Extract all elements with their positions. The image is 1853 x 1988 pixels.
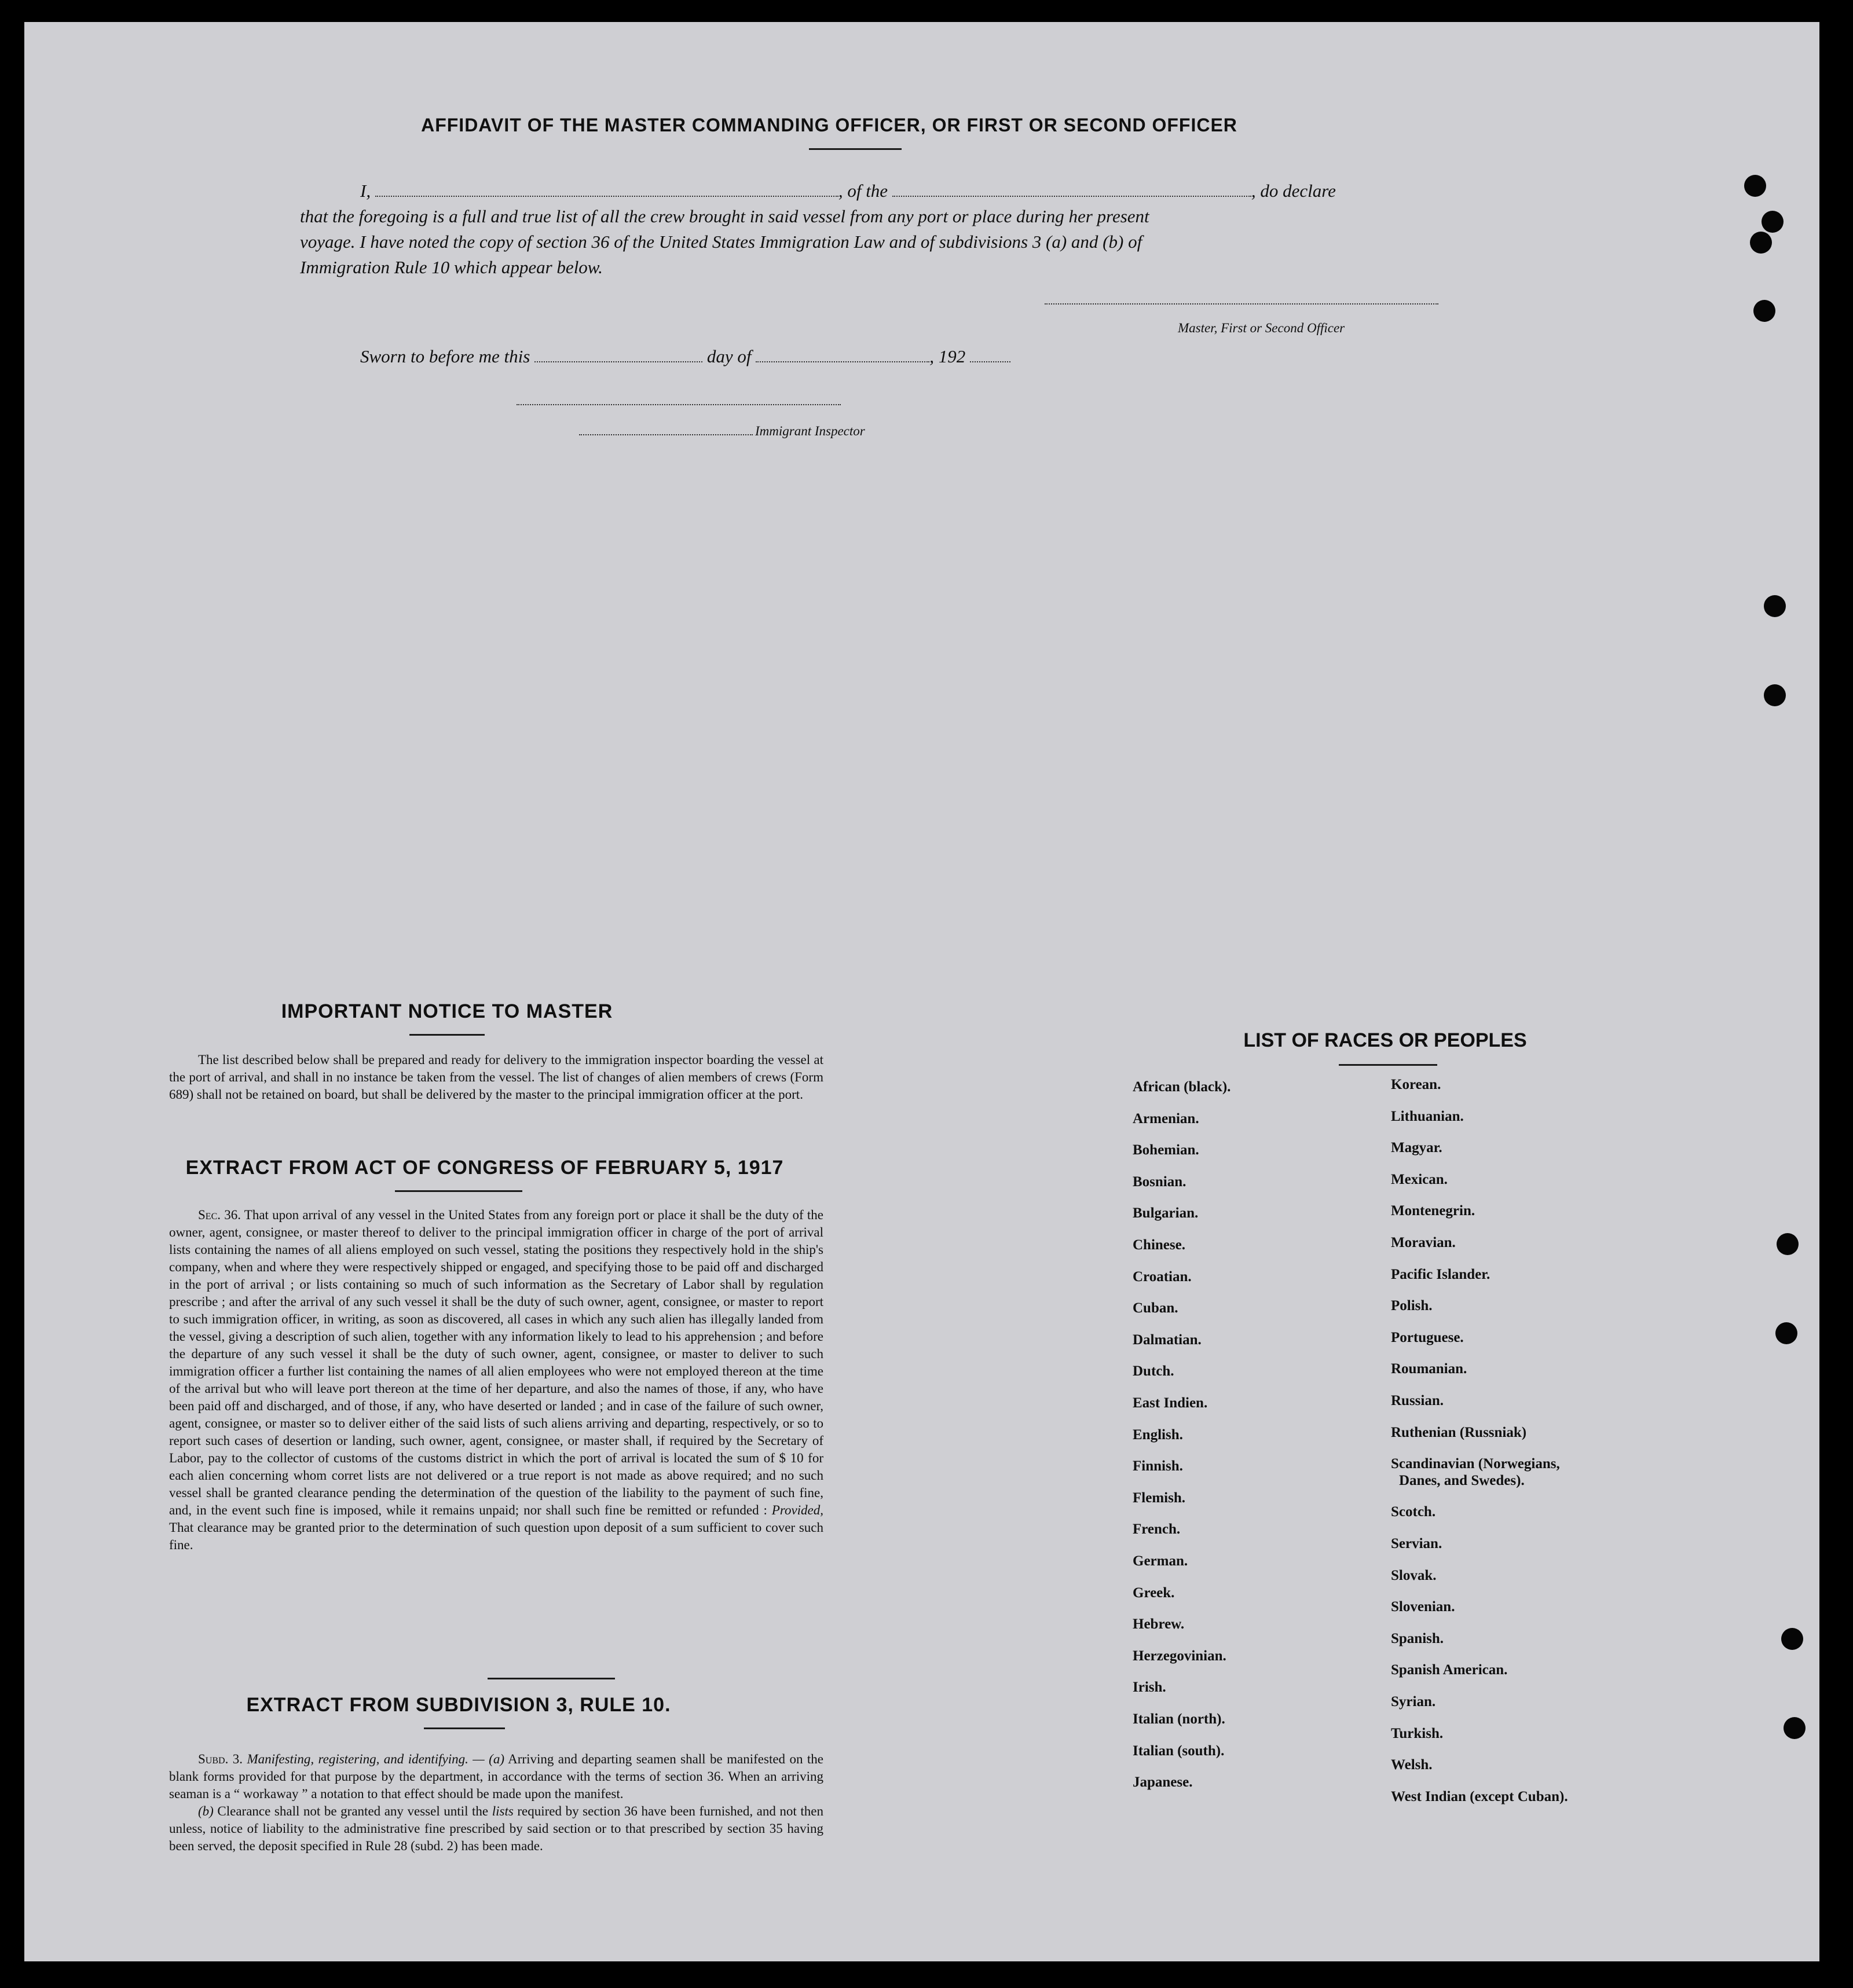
race-entry: African (black). [1133,1079,1231,1095]
race-entry: Turkish. [1391,1726,1444,1741]
race-entry: Bosnian. [1133,1174,1186,1190]
affidavit-title-rule [809,148,902,150]
races-title-rule [1339,1064,1437,1066]
rule-para-b-text2: required by section 36 have been furnished, and not then unless, notice of liability to the administrative fine prescribed by said section or to that prescribed by section 35 having been served, the deposit specified in Rule 28 (subd. 2) has been made. [169,1804,824,1853]
affidavit-line3: voyage. I have noted the copy of section 36 of the United States Immigration Law and of subdivisions 3 (a) and (b) of [300,232,1142,252]
vessel-blank[interactable] [892,196,1251,197]
affidavit-line4: Immigration Rule 10 which appear below. [300,257,603,277]
race-entry: Moravian. [1391,1235,1456,1250]
race-entry: Irish. [1133,1679,1166,1695]
act-sec-label: Sec. 36. [198,1208,241,1222]
race-entry: Ruthenian (Russniak) [1391,1425,1527,1440]
race-entry: Syrian. [1391,1694,1436,1710]
sworn-month-blank[interactable] [756,361,929,362]
binder-hole [1762,211,1784,233]
bleed-through-texture [1298,450,1305,464]
sworn-year-blank[interactable] [970,361,1010,362]
affidavit-line2: that the foregoing is a full and true list of all the crew brought in said vessel from any port or place during her present [300,206,1149,226]
sworn-day-blank[interactable] [534,361,702,362]
sworn-day-of: day of [706,346,752,366]
act-body: That upon arrival of any vessel in the United States from any foreign port or place it shall be the duty of the owner, agent, consignee, or master thereof to deliver to the principal immigration officer in charge of the port of arrival lists containing the names of all aliens employed on such vessel, stating the positions they respectively hold in the ship's company, when and where they were respectively shipped or engaged, and specifying those to be paid off and discharged in the port of arrival ; or lists containing so much of such information as the Secretary of Labor shall by regulation prescribe ; and after the arrival of any such vessel it shall be the duty of such owner, agent, consignee, or master to report to such immigration officer, in writing, as soon as discovered, all cases in which any such alien has illegally landed from the vessel, giving a description of such alien, together with any information likely to lead to his apprehension ; and before the departure of any such vessel it shall be the duty of such owner, agent, consignee, or master to deliver to such immigration officer a further list containing the names of all alien employees who were not employed thereon at the time of the arrival but who will leave port thereon at the time of her departure, and also the names of those, if any, who have been paid off and discharged, and of those, if any, who have deserted or landed ; and in case of the failure of such owner, agent, consignee, or master so to deliver either of the said lists of such aliens arriving and departing, respectively, or so to report such cases of desertion or landing, such owner, agent, consignee, or master shall, if required by the Secretary of Labor, pay to the collector of customs of the customs district in which the port of arrival is located the sum of $ 10 for each alien concerning whom corret lists are not delivered or a true report is not made as above required; and no such vessel shall be granted clearance pending the determination of the question of the liability to the payment of such fine, and, in the event such fine is imposed, while it remains unpaid; nor shall such fine be remitted or refunded : [169,1208,823,1517]
race-entry: Chinese. [1133,1237,1185,1253]
act-title-rule [395,1190,522,1192]
master-signature-line[interactable] [1045,303,1438,305]
rule-subd-heading: Manifesting, registering, and identifying. [247,1752,468,1766]
race-entry: Japanese. [1133,1774,1193,1790]
document-page [24,22,1819,1961]
race-entry: Bulgarian. [1133,1205,1199,1221]
inspector-label: Immigrant Inspector [755,424,865,438]
race-entry: Roumanian. [1391,1361,1467,1377]
race-entry: Flemish. [1133,1490,1185,1506]
notice-text [169,1051,823,1103]
affidavit-line1 [360,181,1336,201]
binder-hole [1744,175,1766,197]
binder-hole [1753,300,1775,322]
rule-text [169,1751,823,1855]
race-entry: Italian (north). [1133,1711,1225,1727]
races-title: LIST OF RACES OR PEOPLES [1243,1029,1527,1051]
rule-para-a-text: Arriving and departing seamen shall be manifested on the blank forms provided for that purpose by the department, in accordance with the terms of section 36. When an arriving seaman is a “ workaway ” a notation to that effect should be made upon the manifest. [169,1752,824,1801]
act-paragraph [169,1206,823,1554]
race-entry: Polish. [1391,1298,1433,1314]
inspector-dotted-lead [579,434,753,435]
rule-para-b [169,1803,823,1855]
act-title: EXTRACT FROM ACT OF CONGRESS OF FEBRUARY 5, 1917 [185,1157,784,1179]
rule-title: EXTRACT FROM SUBDIVISION 3, RULE 10. [246,1694,671,1716]
race-entry: Montenegrin. [1391,1203,1475,1219]
race-entry: Herzegovinian. [1133,1648,1226,1664]
binder-hole [1784,1717,1806,1739]
affidavit-i: I, [360,181,371,201]
rule-para-a-mark: — (a) [473,1752,504,1766]
affidavit-of-the: , of the [838,181,888,201]
binder-hole [1775,1322,1797,1344]
race-entry: Scandinavian (Norwegians, [1391,1456,1560,1472]
race-entry: German. [1133,1553,1188,1569]
race-entry: Finnish. [1133,1458,1183,1474]
sworn-year: , 192 [929,346,966,366]
sworn-line [360,346,1010,367]
race-entry: Slovak. [1391,1568,1437,1583]
race-entry: Spanish American. [1391,1662,1508,1678]
race-entry: Mexican. [1391,1172,1448,1187]
rule-para-a [169,1751,823,1803]
rule-para-b-mark: (b) [198,1804,214,1818]
sworn-prefix: Sworn to before me this [360,346,530,366]
race-entry: Hebrew. [1133,1616,1185,1632]
race-entry: Cuban. [1133,1300,1178,1316]
act-proviso: Provided, [771,1503,824,1517]
binder-hole [1764,684,1786,706]
affidavit-declare: , do declare [1251,181,1336,201]
notice-title: IMPORTANT NOTICE TO MASTER [281,1000,613,1022]
race-entry: Pacific Islander. [1391,1267,1491,1282]
race-entry: Italian (south). [1133,1743,1225,1759]
rule-subd-label: Subd. 3. [198,1752,243,1766]
race-entry: Portuguese. [1391,1330,1464,1345]
race-entry: West Indian (except Cuban). [1391,1789,1568,1804]
race-entry: Servian. [1391,1536,1442,1551]
race-entry: East Indien. [1133,1395,1208,1411]
act-end-rule [488,1678,615,1679]
race-entry: French. [1133,1521,1181,1537]
affidavit-title: AFFIDAVIT OF THE MASTER COMMANDING OFFICER, OR FIRST OR SECOND OFFICER [421,115,1237,135]
race-entry: Greek. [1133,1585,1175,1601]
race-entry: Dutch. [1133,1363,1174,1379]
race-entry: Korean. [1391,1077,1441,1092]
race-entry: Bohemian. [1133,1142,1199,1158]
binder-hole [1781,1628,1803,1650]
race-entry: Dalmatian. [1133,1332,1202,1348]
rule-para-b-lists: lists [492,1804,514,1818]
race-entry: Welsh. [1391,1757,1433,1773]
race-entry: Spanish. [1391,1631,1444,1646]
race-entry: Slovenian. [1391,1599,1455,1615]
binder-hole [1764,595,1786,617]
race-entry: Armenian. [1133,1111,1199,1127]
race-entry: Danes, and Swedes). [1399,1473,1525,1488]
binder-hole [1750,232,1772,254]
race-entry: English. [1133,1427,1183,1443]
race-entry: Russian. [1391,1393,1444,1409]
rule-para-b-text1: Clearance shall not be granted any vessel until the [217,1804,489,1818]
race-entry: Lithuanian. [1391,1109,1464,1124]
rule-title-rule [424,1727,505,1729]
act-text [169,1206,823,1554]
race-entry: Croatian. [1133,1269,1192,1285]
inspector-signature-line[interactable] [517,404,841,405]
notice-paragraph: The list described below shall be prepared and ready for delivery to the immigration inspector boarding the vessel at the port of arrival, and shall in no instance be taken from the vessel. The list of changes of alien members of crews (Form 689) shall not be retained on board, but shall be delivered by the master to the principal immigration officer at the port. [169,1052,823,1102]
notice-title-rule [409,1034,485,1036]
race-entry: Magyar. [1391,1140,1442,1156]
master-label: Master, First or Second Officer [1178,321,1345,335]
act-body-end: That clearance may be granted prior to the determination of such question upon deposit of a sum sufficient to cover such fine. [169,1520,823,1552]
name-blank[interactable] [375,196,838,197]
binder-hole [1777,1233,1799,1255]
race-entry: Scotch. [1391,1504,1436,1520]
